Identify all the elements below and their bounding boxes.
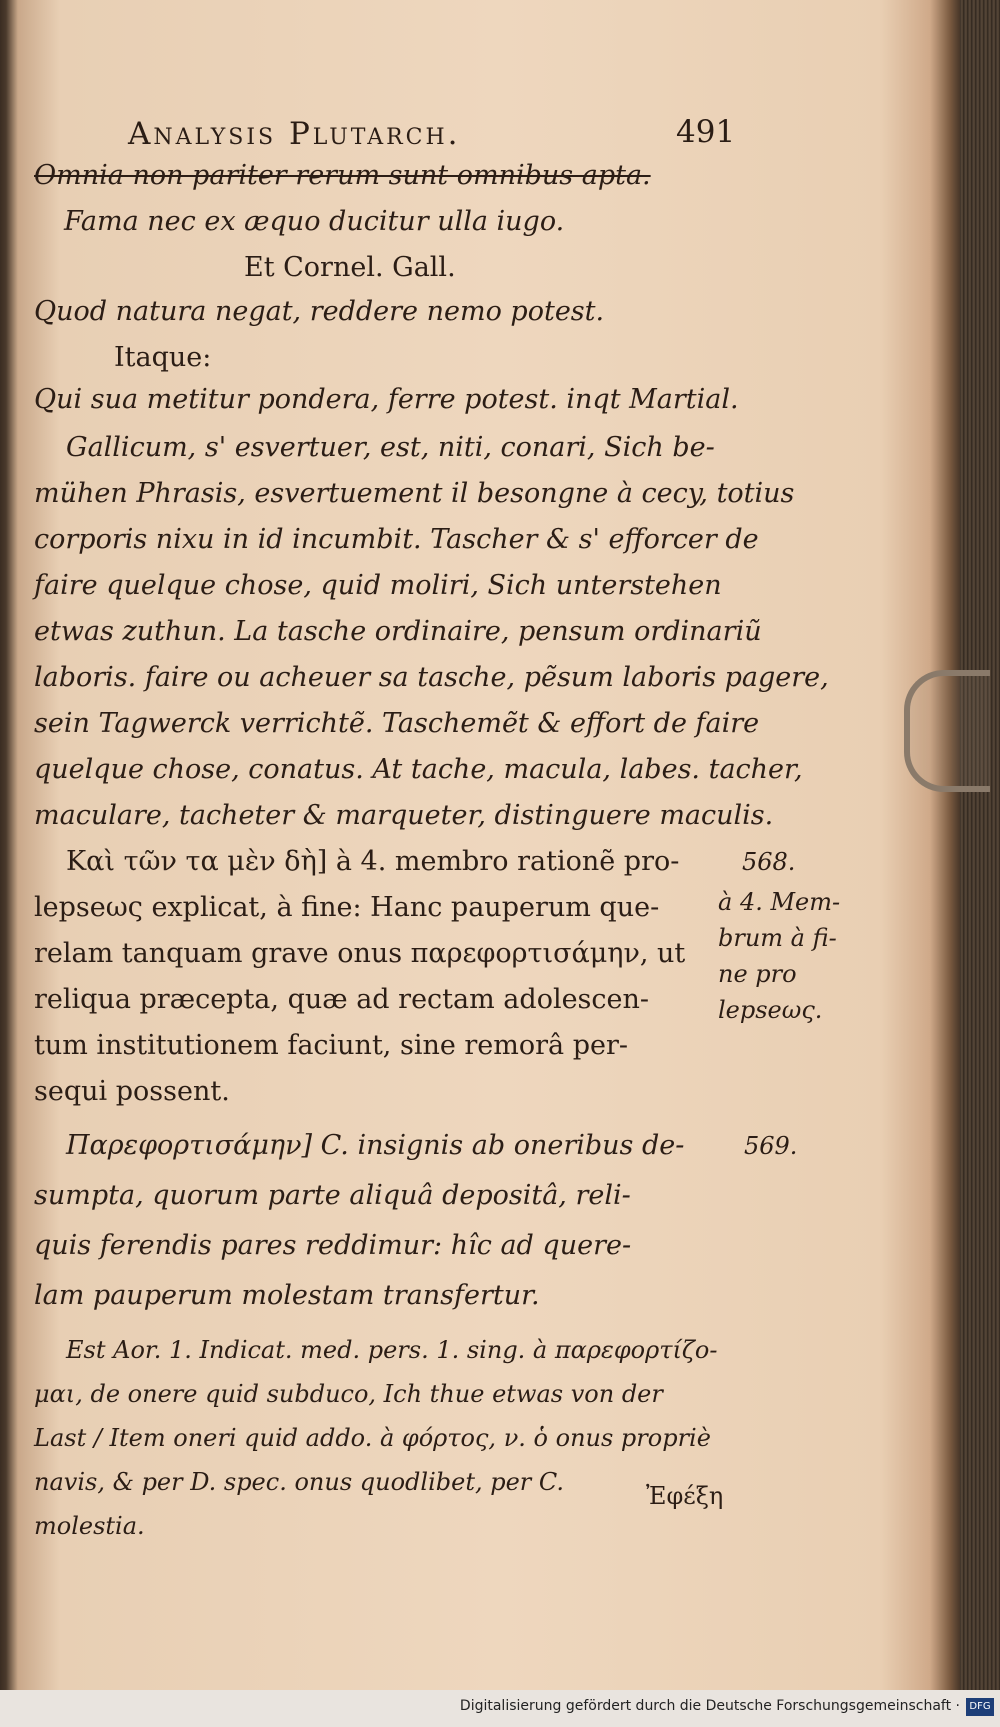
text-line: Itaque:: [114, 342, 212, 373]
text-line: molestia.: [34, 1512, 145, 1540]
text-line: Παρεφορτισάμην] C. insignis ab oneribus de-: [66, 1130, 685, 1161]
text-line: maculare, tacheter & marqueter, distinguere maculis.: [34, 800, 774, 831]
dfg-logo: DFG: [966, 1698, 994, 1716]
text-line: Est Aor. 1. Indicat. med. pers. 1. sing. à παρεφορτίζο-: [66, 1336, 718, 1364]
margin-note: brum à fi-: [718, 924, 837, 952]
text-line: quis ferendis pares reddimur: hîc ad quere-: [34, 1230, 632, 1261]
funding-credit: Digitalisierung gefördert durch die Deutsche Forschungsgemeinschaft ·: [459, 1698, 960, 1714]
text-line: reliqua præcepta, quæ ad rectam adolescen-: [34, 984, 650, 1015]
text-line: Καὶ τῶν τα μὲν δὴ] à 4. membro rationẽ pro-: [66, 846, 680, 877]
margin-note: ne pro: [718, 960, 797, 988]
text-line: navis, & per D. spec. onus quodlibet, per C.: [34, 1468, 565, 1496]
text-line: Quod natura negat, reddere nemo potest.: [34, 296, 605, 327]
text-line: etwas zuthun. La tasche ordinaire, pensum ordinariũ: [34, 616, 762, 647]
text-line: Qui sua metitur pondera, ferre potest. inqt Martial.: [34, 384, 739, 415]
text-line: sequi possent.: [34, 1076, 230, 1107]
text-line: lepseως explicat, à fine: Hanc pauperum que-: [34, 892, 660, 923]
text-line: mühen Phrasis, esvertuement il besongne à cecy, totius: [34, 478, 795, 509]
page-number: 491: [676, 114, 736, 150]
margin-note: 568.: [742, 848, 796, 876]
text-line: μαι, de onere quid subduco, Ich thue etwas von der: [34, 1380, 663, 1408]
text-line: Last / Item oneri quid addo. à φόρτος, ν. ὁ onus propriè: [34, 1424, 711, 1452]
margin-note: lepseως.: [718, 996, 823, 1024]
text-line: tum institutionem faciunt, sine remorâ per-: [34, 1030, 629, 1061]
margin-note: à 4. Mem-: [718, 888, 841, 916]
text-line: corporis nixu in id incumbit. Tascher & s' efforcer de: [34, 524, 759, 555]
text-line: sumpta, quorum parte aliquâ depositâ, reli-: [34, 1180, 631, 1211]
footer-bar: [0, 1690, 1000, 1727]
text-line: laboris. faire ou acheuer sa tasche, pẽsum laboris pagere,: [34, 662, 829, 693]
text-line: lam pauperum molestam transfertur.: [34, 1280, 540, 1311]
running-title: Analysis Plutarch.: [128, 116, 461, 152]
text-line: Fama nec ex æquo ducitur ulla iugo.: [64, 206, 565, 237]
catchword: Ἐφέξη: [646, 1482, 724, 1510]
text-line: Omnia non pariter rerum sunt omnibus apta.: [34, 160, 651, 191]
text-line: faire quelque chose, quid moliri, Sich unterstehen: [34, 570, 722, 601]
book-edges: [960, 0, 1000, 1727]
text-line: quelque chose, conatus. At tache, macula, labes. tacher,: [34, 754, 803, 785]
text-line: Gallicum, s' esvertuer, est, niti, conari, Sich be-: [66, 432, 715, 463]
margin-note: 569.: [744, 1132, 798, 1160]
text-line: relam tanquam grave onus παρεφορτισάμην, ut: [34, 938, 686, 969]
text-line: Et Cornel. Gall.: [244, 252, 456, 283]
book-page: [24, 20, 944, 1685]
text-line: sein Tagwerck verrichtẽ. Taschemẽt & effort de faire: [34, 708, 760, 739]
